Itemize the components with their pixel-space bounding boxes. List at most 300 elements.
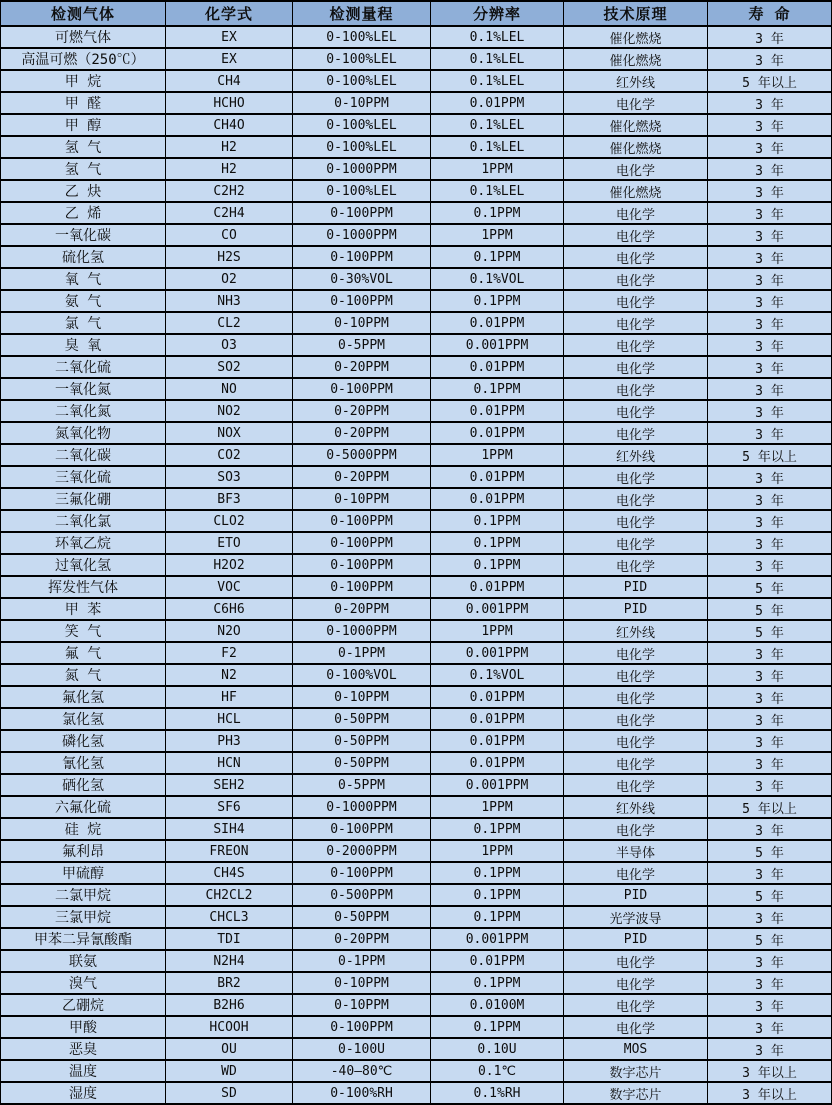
cell-detection-range: 0-5PPM <box>293 334 431 356</box>
cell-detection-range: 0-10PPM <box>293 488 431 510</box>
cell-lifespan: 5 年 <box>708 928 832 950</box>
cell-gas-name: 挥发性气体 <box>1 576 166 598</box>
cell-detection-range: 0-10PPM <box>293 312 431 334</box>
cell-detection-range: 0-5PPM <box>293 774 431 796</box>
cell-resolution: 0.1PPM <box>431 972 564 994</box>
cell-resolution: 0.1PPM <box>431 1016 564 1038</box>
table-row <box>1 356 832 378</box>
cell-chemical-formula: EX <box>166 48 293 70</box>
table-row <box>1 1038 832 1060</box>
cell-gas-name: 硫化氢 <box>1 246 166 268</box>
cell-lifespan: 3 年 <box>708 136 832 158</box>
cell-tech-principle: 红外线 <box>564 70 708 92</box>
cell-detection-range: 0-10PPM <box>293 686 431 708</box>
cell-gas-name: 甲酸 <box>1 1016 166 1038</box>
table-row <box>1 70 832 92</box>
cell-detection-range: 0-100%LEL <box>293 48 431 70</box>
cell-gas-name: 甲苯二异氰酸酯 <box>1 928 166 950</box>
table-row <box>1 708 832 730</box>
cell-tech-principle: PID <box>564 928 708 950</box>
cell-resolution: 0.01PPM <box>431 686 564 708</box>
cell-tech-principle: 电化学 <box>564 356 708 378</box>
table-row <box>1 1016 832 1038</box>
cell-tech-principle: 电化学 <box>564 752 708 774</box>
cell-detection-range: 0-100%LEL <box>293 26 431 48</box>
cell-gas-name: 氧 气 <box>1 268 166 290</box>
cell-lifespan: 3 年 <box>708 950 832 972</box>
cell-resolution: 0.1%RH <box>431 1082 564 1104</box>
cell-tech-principle: 电化学 <box>564 466 708 488</box>
cell-gas-name: 过氧化氢 <box>1 554 166 576</box>
cell-detection-range: 0-100PPM <box>293 532 431 554</box>
cell-gas-name: 二氯甲烷 <box>1 884 166 906</box>
cell-tech-principle: 电化学 <box>564 554 708 576</box>
cell-gas-name: 氮氧化物 <box>1 422 166 444</box>
cell-gas-name: 溴气 <box>1 972 166 994</box>
cell-chemical-formula: CLO2 <box>166 510 293 532</box>
cell-detection-range: 0-100PPM <box>293 202 431 224</box>
cell-gas-name: 甲 醛 <box>1 92 166 114</box>
cell-resolution: 0.1PPM <box>431 202 564 224</box>
table-row <box>1 400 832 422</box>
cell-detection-range: 0-100PPM <box>293 510 431 532</box>
cell-detection-range: 0-100PPM <box>293 290 431 312</box>
cell-resolution: 0.1PPM <box>431 554 564 576</box>
cell-detection-range: 0-10PPM <box>293 92 431 114</box>
cell-lifespan: 3 年 <box>708 334 832 356</box>
table-row <box>1 378 832 400</box>
cell-resolution: 0.1PPM <box>431 818 564 840</box>
cell-detection-range: 0-20PPM <box>293 928 431 950</box>
cell-tech-principle: 电化学 <box>564 158 708 180</box>
cell-lifespan: 3 年 <box>708 378 832 400</box>
cell-lifespan: 3 年 <box>708 972 832 994</box>
table-row <box>1 598 832 620</box>
table-row <box>1 752 832 774</box>
cell-lifespan: 3 年 <box>708 246 832 268</box>
cell-tech-principle: 电化学 <box>564 400 708 422</box>
cell-tech-principle: 催化燃烧 <box>564 180 708 202</box>
cell-tech-principle: 电化学 <box>564 664 708 686</box>
table-row <box>1 466 832 488</box>
table-row <box>1 928 832 950</box>
cell-tech-principle: PID <box>564 884 708 906</box>
table-row <box>1 950 832 972</box>
cell-chemical-formula: H2 <box>166 136 293 158</box>
cell-detection-range: 0-1000PPM <box>293 158 431 180</box>
cell-gas-name: 三氧化硫 <box>1 466 166 488</box>
cell-chemical-formula: TDI <box>166 928 293 950</box>
cell-chemical-formula: HCL <box>166 708 293 730</box>
cell-chemical-formula: H2O2 <box>166 554 293 576</box>
cell-gas-name: 氰化氢 <box>1 752 166 774</box>
table-row <box>1 26 832 48</box>
cell-detection-range: 0-20PPM <box>293 598 431 620</box>
cell-chemical-formula: CH4 <box>166 70 293 92</box>
cell-chemical-formula: NO2 <box>166 400 293 422</box>
cell-resolution: 0.1%LEL <box>431 114 564 136</box>
cell-resolution: 0.1%VOL <box>431 268 564 290</box>
cell-chemical-formula: CHCL3 <box>166 906 293 928</box>
cell-chemical-formula: N2O <box>166 620 293 642</box>
cell-lifespan: 3 年 <box>708 114 832 136</box>
cell-resolution: 0.10U <box>431 1038 564 1060</box>
cell-tech-principle: 电化学 <box>564 202 708 224</box>
cell-chemical-formula: NOX <box>166 422 293 444</box>
cell-resolution: 0.001PPM <box>431 642 564 664</box>
cell-chemical-formula: PH3 <box>166 730 293 752</box>
cell-detection-range: 0-100PPM <box>293 1016 431 1038</box>
cell-tech-principle: 催化燃烧 <box>564 114 708 136</box>
cell-chemical-formula: BF3 <box>166 488 293 510</box>
cell-gas-name: 二氧化氯 <box>1 510 166 532</box>
cell-tech-principle: 电化学 <box>564 92 708 114</box>
cell-chemical-formula: N2H4 <box>166 950 293 972</box>
cell-detection-range: 0-20PPM <box>293 422 431 444</box>
cell-resolution: 0.1℃ <box>431 1060 564 1082</box>
cell-resolution: 0.1PPM <box>431 378 564 400</box>
table-row <box>1 312 832 334</box>
table-row <box>1 664 832 686</box>
cell-chemical-formula: HCHO <box>166 92 293 114</box>
cell-chemical-formula: O2 <box>166 268 293 290</box>
cell-resolution: 1PPM <box>431 158 564 180</box>
table-row <box>1 488 832 510</box>
column-header-resolution: 分辨率 <box>431 1 564 26</box>
cell-resolution: 0.01PPM <box>431 400 564 422</box>
cell-lifespan: 3 年 <box>708 466 832 488</box>
header-row <box>1 1 832 26</box>
cell-chemical-formula: C6H6 <box>166 598 293 620</box>
cell-tech-principle: 电化学 <box>564 422 708 444</box>
cell-chemical-formula: O3 <box>166 334 293 356</box>
cell-gas-name: 氮 气 <box>1 664 166 686</box>
cell-chemical-formula: CH2CL2 <box>166 884 293 906</box>
cell-gas-name: 联氨 <box>1 950 166 972</box>
cell-tech-principle: 电化学 <box>564 488 708 510</box>
cell-detection-range: 0-30%VOL <box>293 268 431 290</box>
column-header-chemical-formula: 化学式 <box>166 1 293 26</box>
cell-gas-name: 二氧化碳 <box>1 444 166 466</box>
cell-lifespan: 5 年 <box>708 620 832 642</box>
cell-tech-principle: 光学波导 <box>564 906 708 928</box>
cell-tech-principle: 电化学 <box>564 378 708 400</box>
cell-tech-principle: 电化学 <box>564 950 708 972</box>
cell-tech-principle: 电化学 <box>564 224 708 246</box>
table-row <box>1 796 832 818</box>
cell-detection-range: 0-100%LEL <box>293 180 431 202</box>
cell-resolution: 0.1PPM <box>431 906 564 928</box>
cell-resolution: 1PPM <box>431 444 564 466</box>
cell-tech-principle: 电化学 <box>564 334 708 356</box>
cell-lifespan: 5 年 <box>708 884 832 906</box>
cell-chemical-formula: ETO <box>166 532 293 554</box>
table-row <box>1 180 832 202</box>
cell-lifespan: 5 年以上 <box>708 70 832 92</box>
cell-detection-range: 0-100%LEL <box>293 70 431 92</box>
table-row <box>1 510 832 532</box>
cell-gas-name: 温度 <box>1 1060 166 1082</box>
cell-detection-range: 0-100PPM <box>293 378 431 400</box>
cell-chemical-formula: NO <box>166 378 293 400</box>
cell-gas-name: 硅 烷 <box>1 818 166 840</box>
cell-resolution: 0.1%VOL <box>431 664 564 686</box>
cell-chemical-formula: WD <box>166 1060 293 1082</box>
table-row <box>1 532 832 554</box>
cell-tech-principle: 催化燃烧 <box>564 26 708 48</box>
cell-gas-name: 磷化氢 <box>1 730 166 752</box>
cell-resolution: 1PPM <box>431 796 564 818</box>
cell-lifespan: 5 年 <box>708 598 832 620</box>
cell-detection-range: 0-10PPM <box>293 972 431 994</box>
cell-gas-name: 甲 苯 <box>1 598 166 620</box>
cell-chemical-formula: CO <box>166 224 293 246</box>
cell-resolution: 0.01PPM <box>431 730 564 752</box>
cell-lifespan: 3 年以上 <box>708 1060 832 1082</box>
table-row <box>1 642 832 664</box>
cell-lifespan: 3 年 <box>708 774 832 796</box>
cell-resolution: 0.01PPM <box>431 752 564 774</box>
cell-detection-range: 0-100PPM <box>293 246 431 268</box>
cell-detection-range: 0-100U <box>293 1038 431 1060</box>
cell-detection-range: 0-100%VOL <box>293 664 431 686</box>
cell-detection-range: 0-100PPM <box>293 862 431 884</box>
cell-detection-range: 0-100%RH <box>293 1082 431 1104</box>
cell-tech-principle: 催化燃烧 <box>564 136 708 158</box>
table-row <box>1 48 832 70</box>
cell-lifespan: 3 年 <box>708 224 832 246</box>
cell-lifespan: 3 年 <box>708 752 832 774</box>
table-row <box>1 686 832 708</box>
cell-chemical-formula: SD <box>166 1082 293 1104</box>
cell-detection-range: 0-50PPM <box>293 708 431 730</box>
cell-gas-name: 氯化氢 <box>1 708 166 730</box>
column-header-gas-name: 检测气体 <box>1 1 166 26</box>
cell-detection-range: -40—80℃ <box>293 1060 431 1082</box>
cell-detection-range: 0-10PPM <box>293 994 431 1016</box>
cell-detection-range: 0-500PPM <box>293 884 431 906</box>
cell-gas-name: 氟化氢 <box>1 686 166 708</box>
cell-chemical-formula: CH4O <box>166 114 293 136</box>
cell-gas-name: 氟 气 <box>1 642 166 664</box>
cell-detection-range: 0-100PPM <box>293 576 431 598</box>
cell-tech-principle: 电化学 <box>564 510 708 532</box>
cell-resolution: 0.1%LEL <box>431 26 564 48</box>
cell-resolution: 0.1%LEL <box>431 180 564 202</box>
cell-gas-name: 二氧化氮 <box>1 400 166 422</box>
cell-tech-principle: 红外线 <box>564 796 708 818</box>
cell-tech-principle: 红外线 <box>564 620 708 642</box>
cell-tech-principle: 电化学 <box>564 642 708 664</box>
cell-gas-name: 三氟化硼 <box>1 488 166 510</box>
cell-lifespan: 3 年 <box>708 26 832 48</box>
cell-lifespan: 3 年 <box>708 422 832 444</box>
cell-gas-name: 氢 气 <box>1 136 166 158</box>
cell-resolution: 0.1%LEL <box>431 136 564 158</box>
cell-resolution: 0.001PPM <box>431 774 564 796</box>
table-row <box>1 576 832 598</box>
cell-detection-range: 0-1PPM <box>293 950 431 972</box>
cell-gas-name: 乙硼烷 <box>1 994 166 1016</box>
cell-detection-range: 0-50PPM <box>293 752 431 774</box>
table-row <box>1 774 832 796</box>
cell-gas-name: 环氧乙烷 <box>1 532 166 554</box>
cell-gas-name: 氯 气 <box>1 312 166 334</box>
cell-tech-principle: 电化学 <box>564 268 708 290</box>
cell-resolution: 0.01PPM <box>431 708 564 730</box>
table-row <box>1 268 832 290</box>
table-row <box>1 1082 832 1104</box>
cell-detection-range: 0-100PPM <box>293 554 431 576</box>
cell-resolution: 0.1PPM <box>431 510 564 532</box>
table-row <box>1 202 832 224</box>
table-row <box>1 554 832 576</box>
cell-tech-principle: 电化学 <box>564 290 708 312</box>
cell-lifespan: 3 年 <box>708 158 832 180</box>
cell-tech-principle: 电化学 <box>564 312 708 334</box>
cell-tech-principle: 电化学 <box>564 818 708 840</box>
cell-resolution: 0.1%LEL <box>431 48 564 70</box>
table-row <box>1 92 832 114</box>
cell-resolution: 0.001PPM <box>431 598 564 620</box>
cell-chemical-formula: SO3 <box>166 466 293 488</box>
table-row <box>1 620 832 642</box>
cell-tech-principle: 数字芯片 <box>564 1082 708 1104</box>
cell-gas-name: 湿度 <box>1 1082 166 1104</box>
table-row <box>1 884 832 906</box>
cell-gas-name: 乙 炔 <box>1 180 166 202</box>
cell-tech-principle: 电化学 <box>564 972 708 994</box>
cell-gas-name: 二氧化硫 <box>1 356 166 378</box>
cell-lifespan: 5 年以上 <box>708 796 832 818</box>
cell-lifespan: 3 年 <box>708 1016 832 1038</box>
cell-resolution: 1PPM <box>431 840 564 862</box>
cell-detection-range: 0-100%LEL <box>293 114 431 136</box>
cell-resolution: 0.0100M <box>431 994 564 1016</box>
cell-lifespan: 3 年 <box>708 356 832 378</box>
cell-chemical-formula: C2H2 <box>166 180 293 202</box>
table-row <box>1 114 832 136</box>
cell-chemical-formula: VOC <box>166 576 293 598</box>
cell-lifespan: 3 年 <box>708 818 832 840</box>
cell-tech-principle: 电化学 <box>564 686 708 708</box>
cell-detection-range: 0-2000PPM <box>293 840 431 862</box>
cell-lifespan: 3 年 <box>708 708 832 730</box>
cell-gas-name: 甲 烷 <box>1 70 166 92</box>
cell-resolution: 0.1PPM <box>431 246 564 268</box>
cell-chemical-formula: CH4S <box>166 862 293 884</box>
cell-lifespan: 3 年 <box>708 488 832 510</box>
cell-gas-name: 甲硫醇 <box>1 862 166 884</box>
cell-tech-principle: PID <box>564 576 708 598</box>
cell-resolution: 0.01PPM <box>431 422 564 444</box>
cell-gas-name: 一氧化碳 <box>1 224 166 246</box>
cell-gas-name: 氨 气 <box>1 290 166 312</box>
table-row <box>1 906 832 928</box>
table-header <box>1 1 832 26</box>
cell-tech-principle: PID <box>564 598 708 620</box>
table-row <box>1 290 832 312</box>
table-row <box>1 136 832 158</box>
column-header-detection-range: 检测量程 <box>293 1 431 26</box>
table-row <box>1 422 832 444</box>
cell-tech-principle: 电化学 <box>564 774 708 796</box>
cell-lifespan: 3 年 <box>708 92 832 114</box>
cell-lifespan: 3 年 <box>708 554 832 576</box>
cell-lifespan: 3 年 <box>708 510 832 532</box>
cell-lifespan: 3 年 <box>708 290 832 312</box>
cell-resolution: 0.01PPM <box>431 950 564 972</box>
cell-resolution: 0.01PPM <box>431 312 564 334</box>
table-row <box>1 730 832 752</box>
cell-detection-range: 0-20PPM <box>293 400 431 422</box>
table-row <box>1 994 832 1016</box>
cell-gas-name: 恶臭 <box>1 1038 166 1060</box>
cell-resolution: 0.1PPM <box>431 862 564 884</box>
table-row <box>1 1060 832 1082</box>
cell-detection-range: 0-5000PPM <box>293 444 431 466</box>
cell-gas-name: 臭 氧 <box>1 334 166 356</box>
cell-resolution: 0.001PPM <box>431 928 564 950</box>
cell-tech-principle: 电化学 <box>564 730 708 752</box>
cell-detection-range: 0-1000PPM <box>293 796 431 818</box>
cell-lifespan: 3 年 <box>708 48 832 70</box>
cell-detection-range: 0-50PPM <box>293 730 431 752</box>
cell-gas-name: 三氯甲烷 <box>1 906 166 928</box>
cell-detection-range: 0-100PPM <box>293 818 431 840</box>
cell-tech-principle: 电化学 <box>564 246 708 268</box>
cell-detection-range: 0-20PPM <box>293 356 431 378</box>
cell-lifespan: 3 年 <box>708 268 832 290</box>
cell-detection-range: 0-1PPM <box>293 642 431 664</box>
cell-gas-name: 甲 醇 <box>1 114 166 136</box>
cell-detection-range: 0-50PPM <box>293 906 431 928</box>
cell-lifespan: 3 年 <box>708 906 832 928</box>
cell-lifespan: 3 年 <box>708 642 832 664</box>
cell-chemical-formula: HF <box>166 686 293 708</box>
cell-gas-name: 氟利昂 <box>1 840 166 862</box>
cell-chemical-formula: OU <box>166 1038 293 1060</box>
cell-resolution: 0.1PPM <box>431 532 564 554</box>
cell-tech-principle: 催化燃烧 <box>564 48 708 70</box>
cell-chemical-formula: CO2 <box>166 444 293 466</box>
cell-chemical-formula: SEH2 <box>166 774 293 796</box>
table-row <box>1 334 832 356</box>
cell-chemical-formula: EX <box>166 26 293 48</box>
cell-resolution: 1PPM <box>431 620 564 642</box>
cell-resolution: 0.01PPM <box>431 466 564 488</box>
cell-tech-principle: MOS <box>564 1038 708 1060</box>
cell-chemical-formula: F2 <box>166 642 293 664</box>
table-row <box>1 444 832 466</box>
cell-resolution: 1PPM <box>431 224 564 246</box>
cell-lifespan: 3 年以上 <box>708 1082 832 1104</box>
cell-lifespan: 3 年 <box>708 180 832 202</box>
cell-lifespan: 3 年 <box>708 400 832 422</box>
cell-lifespan: 3 年 <box>708 532 832 554</box>
cell-lifespan: 3 年 <box>708 686 832 708</box>
cell-resolution: 0.1PPM <box>431 884 564 906</box>
table-row <box>1 158 832 180</box>
cell-gas-name: 一氧化氮 <box>1 378 166 400</box>
cell-gas-name: 硒化氢 <box>1 774 166 796</box>
cell-chemical-formula: FREON <box>166 840 293 862</box>
table-row <box>1 246 832 268</box>
cell-tech-principle: 数字芯片 <box>564 1060 708 1082</box>
cell-chemical-formula: BR2 <box>166 972 293 994</box>
cell-chemical-formula: H2 <box>166 158 293 180</box>
cell-chemical-formula: HCOOH <box>166 1016 293 1038</box>
